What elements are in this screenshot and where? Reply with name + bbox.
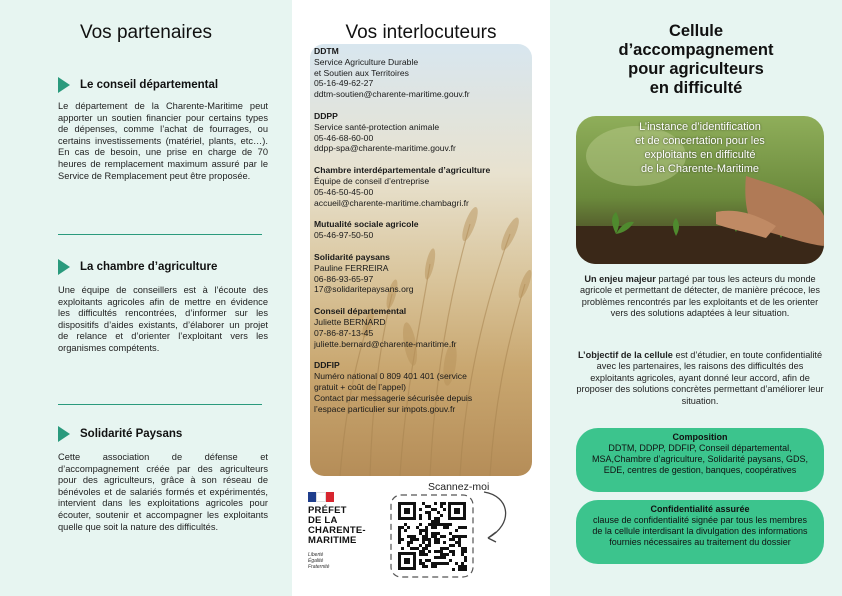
caption-line: L’instance d’identification xyxy=(639,121,761,133)
photo-caption xyxy=(576,120,824,176)
qr-module xyxy=(422,529,425,532)
contacts-card xyxy=(310,44,532,476)
prefet-line: DE LA xyxy=(308,515,338,526)
qr-module xyxy=(452,535,455,538)
qr-module xyxy=(434,520,437,523)
enjeu-paragraph xyxy=(576,274,824,320)
qr-module xyxy=(464,547,467,550)
qr-module xyxy=(422,538,425,541)
qr-module xyxy=(428,514,431,517)
enjeu-text: partagé par tous les acteurs du monde agricole et permettant de détecter, de manière précoce, les problèmes rencontrés par les exploitants et de les orienter vers des solutions adaptées à leur situation. xyxy=(579,274,821,319)
qr-module xyxy=(464,568,467,571)
enjeu-bold: Un enjeu majeur xyxy=(584,274,656,284)
divider xyxy=(58,404,262,405)
qr-module xyxy=(404,523,407,526)
devise-line: Fraternité xyxy=(308,564,330,570)
qr-module xyxy=(443,502,446,505)
qr-module xyxy=(461,547,464,550)
contact-line: l’espace particulier sur impots.gouv.fr xyxy=(314,403,456,414)
qr-module xyxy=(416,538,419,541)
qr-module xyxy=(425,529,428,532)
section-title: La chambre d’agriculture xyxy=(80,261,218,273)
qr-module xyxy=(434,565,437,568)
qr-module xyxy=(443,526,446,529)
qr-module xyxy=(401,526,404,529)
qr-module xyxy=(443,508,446,511)
qr-module xyxy=(455,541,458,544)
qr-module xyxy=(458,541,461,544)
qr-module xyxy=(428,523,431,526)
qr-module xyxy=(440,535,443,538)
objectif-text: est d’étudier, en toute confidentialité avec les partenaires, les raisons des difficultés des exploitants agricoles, ayant donné leur accord, afin de proposer des solutions concrètes permettant d’améliorer leur situation. xyxy=(576,350,824,406)
qr-module xyxy=(440,514,443,517)
qr-module xyxy=(464,565,467,568)
devise xyxy=(308,552,329,570)
qr-module xyxy=(437,550,440,553)
qr-module xyxy=(446,562,449,565)
section-title: Le conseil départemental xyxy=(80,79,219,91)
qr-module xyxy=(434,508,437,511)
qr-module xyxy=(440,502,443,505)
qr-module xyxy=(437,511,440,514)
caption-line: exploitants en difficulté xyxy=(644,149,756,161)
qr-module xyxy=(461,553,464,556)
french-flag-icon xyxy=(308,492,334,502)
contact-line: Juliette BERNARD xyxy=(314,316,386,327)
qr-module xyxy=(464,535,467,538)
objectif-bold: L’objectif de la cellule xyxy=(577,350,673,360)
qr-module xyxy=(425,544,428,547)
qr-module xyxy=(464,550,467,553)
qr-module xyxy=(434,532,437,535)
contact-phone: 07-86-87-13-45 xyxy=(314,327,374,338)
confidentialite-box xyxy=(576,500,824,564)
qr-module xyxy=(419,508,422,511)
contact-line: Pauline FERREIRA xyxy=(314,262,389,273)
contacts-panel xyxy=(292,0,550,596)
qr-module xyxy=(446,553,449,556)
qr-module xyxy=(434,538,437,541)
qr-module xyxy=(446,526,449,529)
prefet-logo xyxy=(300,484,382,580)
qr-module xyxy=(449,538,452,541)
cellule-panel xyxy=(550,0,842,596)
qr-module xyxy=(425,559,428,562)
composition-box xyxy=(576,428,824,492)
qr-module xyxy=(419,553,422,556)
qr-code[interactable] xyxy=(390,494,474,578)
qr-module xyxy=(425,538,428,541)
qr-module xyxy=(413,535,416,538)
triangle-bullet-icon xyxy=(58,259,70,275)
qr-module xyxy=(449,532,452,535)
qr-module xyxy=(407,544,410,547)
qr-module xyxy=(449,523,452,526)
devise-line: Liberté xyxy=(308,552,324,558)
qr-module xyxy=(422,553,425,556)
triangle-bullet-icon xyxy=(58,77,70,93)
qr-module xyxy=(428,505,431,508)
contact-org: Mutualité sociale agricole xyxy=(314,219,419,230)
qr-module xyxy=(458,568,461,571)
qr-module xyxy=(425,505,428,508)
qr-module xyxy=(410,538,413,541)
qr-module xyxy=(431,562,434,565)
qr-module xyxy=(461,568,464,571)
qr-module xyxy=(434,550,437,553)
qr-module xyxy=(428,550,431,553)
qr-module xyxy=(425,553,428,556)
qr-module xyxy=(419,544,422,547)
contact-line: Service Agriculture Durable xyxy=(314,56,419,67)
qr-module xyxy=(419,529,422,532)
section-header-conseil xyxy=(58,77,218,93)
divider xyxy=(58,234,262,235)
contact-org: Conseil départemental xyxy=(314,306,407,317)
qr-module xyxy=(431,520,434,523)
qr-module xyxy=(419,523,422,526)
qr-module xyxy=(440,505,443,508)
qr-module xyxy=(449,559,452,562)
qr-module xyxy=(422,565,425,568)
qr-module xyxy=(458,538,461,541)
qr-module xyxy=(419,517,422,520)
qr-module xyxy=(440,547,443,550)
qr-module xyxy=(413,547,416,550)
qr-module xyxy=(425,526,428,529)
qr-module xyxy=(431,508,434,511)
confidentialite-text: clause de confidentialité signée par tous les membres de la cellule interdisant la divulgation des informations fournies nécessaires au traitement du dossier xyxy=(592,515,808,547)
qr-module xyxy=(398,541,401,544)
qr-module xyxy=(422,535,425,538)
qr-module xyxy=(461,526,464,529)
qr-module xyxy=(398,532,401,535)
section-text: Une équipe de conseillers est à l’écoute des exploitants agricoles afin de mettre en évidence les difficultés rencontrées, d’informer sur les dispositifs d’aides existants, d’élaborer un projet de relance et d’orienter l’exploitant vers les organismes compétents. xyxy=(58,285,268,353)
qr-module xyxy=(431,532,434,535)
qr-module xyxy=(398,538,401,541)
qr-module xyxy=(437,532,440,535)
qr-module xyxy=(431,535,434,538)
contact-entry xyxy=(314,46,528,100)
qr-module xyxy=(398,535,401,538)
qr-module xyxy=(410,541,413,544)
prefet-name xyxy=(308,506,366,546)
title-line: Cellule xyxy=(668,22,724,40)
qr-module xyxy=(434,541,437,544)
contact-phone: 06-86-93-65-97 xyxy=(314,273,374,284)
composition-text: DDTM, DDPP, DDFIP, Conseil départemental, MSA,Chambre d’agriculture, Solidarité paysans, GDS, EDE, centres de gestion, banques, coopératives xyxy=(591,443,809,475)
qr-module xyxy=(452,544,455,547)
qr-module xyxy=(443,541,446,544)
contact-phone: 05-16-49-62-27 xyxy=(314,78,374,89)
contact-entry xyxy=(314,360,528,414)
qr-module xyxy=(464,556,467,559)
contact-entry xyxy=(314,219,528,241)
qr-module xyxy=(443,547,446,550)
contact-line: Service santé-protection animale xyxy=(314,121,440,132)
qr-module xyxy=(455,535,458,538)
qr-module xyxy=(428,541,431,544)
qr-module xyxy=(416,526,419,529)
qr-module xyxy=(458,544,461,547)
section-text: Le département de la Charente-Maritime peut apporter un soutien financier pour certains types de dépenses, comme l’achat de fourrages, ou certains investissements (matériel, plants, etc…). En cas de besoin, une prise en charge de 70 heures de remplacement maximum assuré par le Service de Remplacement peut être proposée. xyxy=(58,101,268,181)
qr-module xyxy=(452,550,455,553)
qr-module xyxy=(425,511,428,514)
qr-module xyxy=(422,541,425,544)
contact-phone: 05-46-50-45-00 xyxy=(314,186,374,197)
qr-module xyxy=(434,556,437,559)
qr-module xyxy=(461,550,464,553)
qr-module xyxy=(431,523,434,526)
contact-entry xyxy=(314,306,528,349)
title-line: en difficulté xyxy=(649,79,743,97)
qr-module xyxy=(443,553,446,556)
contact-line: Équipe de conseil d’entreprise xyxy=(314,175,430,186)
contact-org: Chambre interdépartementale d’agriculture xyxy=(314,165,491,176)
qr-module xyxy=(446,547,449,550)
qr-module xyxy=(431,526,434,529)
section-text: Cette association de défense et d’accompagnement créée par des agriculteurs pour des agriculteurs, grâce à son réseau de bénévoles et de salariés formés et expérimentés, intervient dans les exploitations agricoles pour écouter, soutenir et accompagner les exploitants quelle que soit la nature des difficultés. xyxy=(58,452,268,532)
qr-module xyxy=(428,538,431,541)
qr-module xyxy=(428,559,431,562)
contact-org: DDPP xyxy=(314,110,338,121)
section-header-solidarite xyxy=(58,426,182,442)
hands-soil-photo xyxy=(576,116,824,264)
cellule-title xyxy=(550,22,842,98)
qr-module xyxy=(407,526,410,529)
contact-phone: 05-46-97-50-50 xyxy=(314,230,374,241)
qr-module xyxy=(422,550,425,553)
qr-module xyxy=(437,520,440,523)
qr-module xyxy=(422,547,425,550)
qr-module xyxy=(449,550,452,553)
caption-line: et de concertation pour les xyxy=(635,135,765,147)
qr-module xyxy=(437,523,440,526)
qr-module xyxy=(455,562,458,565)
qr-module xyxy=(410,547,413,550)
qr-module xyxy=(443,523,446,526)
section-title: Solidarité Paysans xyxy=(80,428,183,440)
contact-line: Numéro national 0 809 401 401 (service xyxy=(314,371,467,382)
qr-module xyxy=(443,535,446,538)
qr-module xyxy=(434,562,437,565)
qr-module xyxy=(440,553,443,556)
partners-title: Vos partenaires xyxy=(79,22,213,43)
qr-module xyxy=(434,517,437,520)
qr-module xyxy=(458,565,461,568)
qr-module xyxy=(443,556,446,559)
contact-email[interactable]: ddpp-spa@charente-maritime.gouv.fr xyxy=(314,143,456,154)
contact-email[interactable]: 17@solidaritepaysans.org xyxy=(314,284,414,295)
qr-module xyxy=(425,535,428,538)
qr-module xyxy=(398,526,401,529)
qr-module xyxy=(452,568,455,571)
qr-module xyxy=(404,529,407,532)
title-line: pour agriculteurs xyxy=(628,60,764,78)
qr-module xyxy=(416,547,419,550)
qr-module xyxy=(443,562,446,565)
qr-module xyxy=(419,562,422,565)
contact-email[interactable]: juliette.bernard@charente-maritime.fr xyxy=(314,338,457,349)
qr-module xyxy=(437,562,440,565)
qr-module xyxy=(434,526,437,529)
qr-module xyxy=(440,556,443,559)
qr-module xyxy=(431,565,434,568)
contact-line: et Soutien aux Territoires xyxy=(314,67,409,78)
contact-line: Contact par messagerie sécurisée depuis xyxy=(314,392,473,403)
qr-module xyxy=(398,529,401,532)
prefet-line: MARITIME xyxy=(308,535,357,546)
composition-title: Composition xyxy=(672,432,728,442)
contact-org: Solidarité paysans xyxy=(314,251,390,262)
section-header-chambre xyxy=(58,259,217,275)
qr-module xyxy=(461,535,464,538)
qr-module xyxy=(422,502,425,505)
contact-entry xyxy=(314,252,528,295)
devise-line: Égalité xyxy=(308,558,324,564)
contact-email[interactable]: ddtm-soutien@charente-maritime.gouv.fr xyxy=(314,89,470,100)
confidentialite-title: Confidentialité assurée xyxy=(650,504,750,514)
qr-module xyxy=(437,538,440,541)
qr-module xyxy=(434,502,437,505)
contact-line: gratuit + coût de l’appel) xyxy=(314,381,406,392)
qr-module xyxy=(425,532,428,535)
qr-module xyxy=(407,535,410,538)
title-line: d’accompagnement xyxy=(618,41,774,59)
contact-email[interactable]: accueil@charente-maritime.chambagri.fr xyxy=(314,197,469,208)
qr-module xyxy=(452,553,455,556)
qr-module xyxy=(428,544,431,547)
qr-module xyxy=(461,562,464,565)
contact-entry xyxy=(314,111,528,154)
contacts-list xyxy=(314,46,528,425)
prefet-line: PRÉFET xyxy=(308,505,347,516)
contact-org: DDTM xyxy=(314,46,339,56)
curved-arrow-icon xyxy=(480,488,520,548)
qr-module xyxy=(401,547,404,550)
qr-module xyxy=(458,526,461,529)
partners-panel xyxy=(0,0,292,596)
prefet-line: CHARENTE- xyxy=(308,525,366,536)
qr-module xyxy=(422,562,425,565)
qr-module xyxy=(440,550,443,553)
qr-module xyxy=(458,535,461,538)
qr-module xyxy=(464,526,467,529)
objectif-paragraph xyxy=(576,350,824,407)
qr-module xyxy=(413,538,416,541)
qr-module xyxy=(440,562,443,565)
contact-entry xyxy=(314,165,528,208)
qr-module xyxy=(446,523,449,526)
qr-module xyxy=(452,538,455,541)
qr-module xyxy=(437,556,440,559)
contact-org: DDFIP xyxy=(314,360,340,371)
scan-label: Scannez-moi xyxy=(428,481,490,493)
qr-module xyxy=(425,547,428,550)
contacts-title: Vos interlocuteurs xyxy=(345,22,497,43)
qr-module xyxy=(419,514,422,517)
caption-line: de la Charente-Maritime xyxy=(641,163,759,175)
qr-module xyxy=(419,532,422,535)
triangle-bullet-icon xyxy=(58,426,70,442)
qr-module xyxy=(428,511,431,514)
qr-module xyxy=(464,559,467,562)
contact-phone: 05-46-68-60-00 xyxy=(314,132,374,143)
qr-module xyxy=(401,538,404,541)
qr-module xyxy=(434,535,437,538)
qr-module xyxy=(419,550,422,553)
qr-module xyxy=(425,565,428,568)
qr-module xyxy=(410,535,413,538)
qr-module xyxy=(428,517,431,520)
qr-module xyxy=(455,529,458,532)
qr-module xyxy=(449,544,452,547)
qr-module xyxy=(419,559,422,562)
qr-module xyxy=(440,523,443,526)
qr-module xyxy=(461,565,464,568)
qr-module xyxy=(407,541,410,544)
qr-module xyxy=(434,523,437,526)
qr-module xyxy=(437,517,440,520)
qr-module xyxy=(437,541,440,544)
